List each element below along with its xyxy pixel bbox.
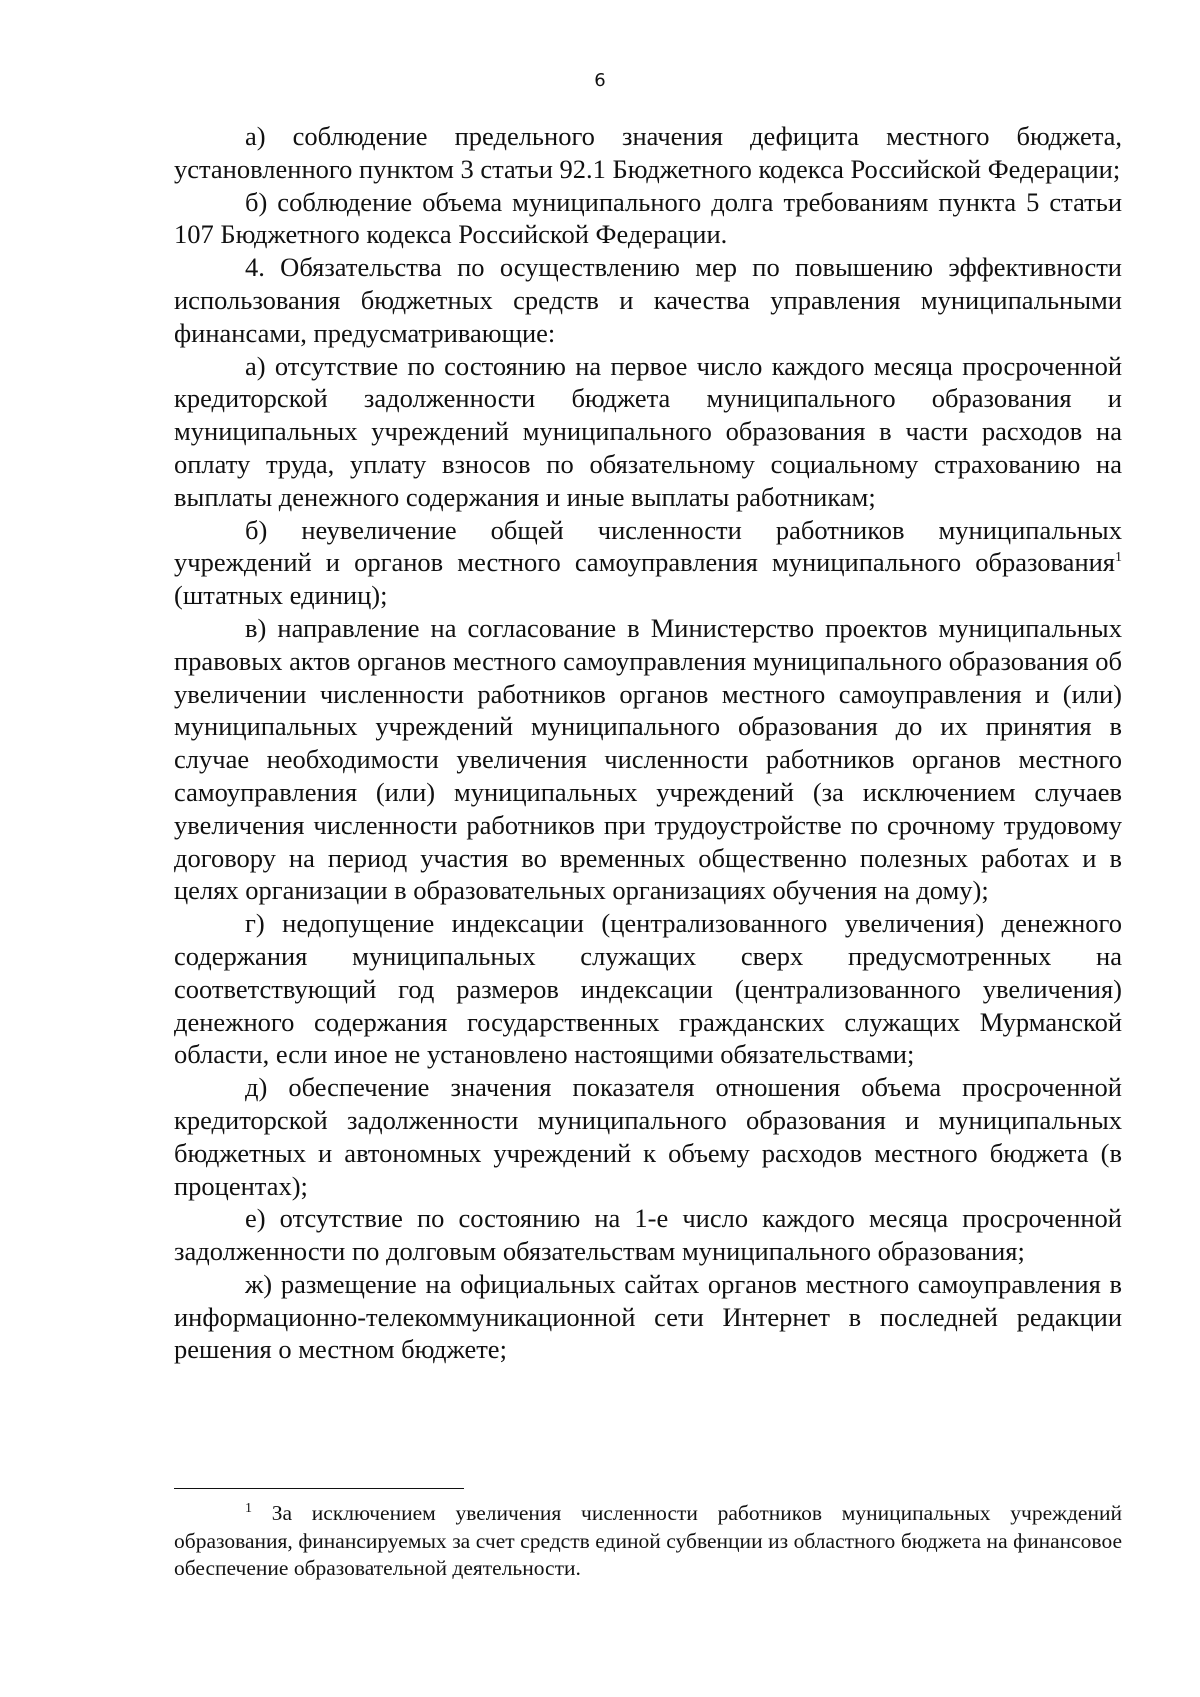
paragraph-4b-tail: (штатных единиц); (174, 580, 388, 611)
footnote-mark: 1 (245, 1500, 252, 1516)
footnote-text: За исключением увеличения численности работников муниципальных учреждений образования, финансируемых за счет средств единой субвенции из областного бюджета на финансовое обеспечение образовательной деятельности. (174, 1501, 1122, 1580)
paragraph-4v: в) направление на согласование в Министерство проектов муниципальных правовых актов органов местного самоуправления муниципального образования об увеличении численности работников органов местного самоуправления и (или) муниципальных учреждений муниципального образования до их принятия в случае необходимости увеличения численности работников органов местного самоуправления (или) муниципальных учреждений (за исключением случаев увеличения численности работников при трудоустройстве по срочному трудовому договору на период участия во временных общественно полезных работах и в целях организации в образовательных организациях обучения на дому); (174, 612, 1122, 906)
paragraph-3a: а) соблюдение предельного значения дефицита местного бюджета, установленного пунктом 3 статьи 92.1 Бюджетного кодекса Российской Федерации; (174, 121, 1122, 184)
paragraph-4b (174, 514, 1122, 612)
paragraph-4g: г) недопущение индексации (централизованного увеличения) денежного содержания муниципальных служащих сверх предусмотренных на соответствующий год размеров индексации (централизованного увеличения) денежного содержания государственных гражданских служащих Мурманской области, если иное не установлено настоящими обязательствами; (174, 908, 1122, 1070)
paragraph-4e: е) отсутствие по состоянию на 1-е число каждого месяца просроченной задолженности по долговым обязательствам муниципального образования; (174, 1203, 1122, 1267)
footnote-separator (174, 1488, 464, 1489)
paragraph-4b-text: б) неувеличение общей численности работников муниципальных учреждений и органов местного самоуправления муниципального образования (174, 514, 1122, 578)
paragraph-3b: б) соблюдение объема муниципального долга требованиям пункта 5 статьи 107 Бюджетного кодекса Российской Федерации. (174, 186, 1122, 250)
footnote (174, 1500, 1122, 1583)
page-number: 6 (594, 70, 606, 91)
paragraph-4d: д) обеспечение значения показателя отношения объема просроченной кредиторской задолженности муниципального образования и муниципальных бюджетных и автономных учреждений к объему расходов местного бюджета (в процентах); (174, 1072, 1122, 1201)
paragraph-4zh: ж) размещение на официальных сайтах органов местного самоуправления в информационно-телекоммуникационной сети Интернет в последней редакции решения о местном бюджете; (174, 1268, 1122, 1365)
document-body (174, 120, 1122, 1366)
paragraph-4a: а) отсутствие по состоянию на первое число каждого месяца просроченной кредиторской задолженности бюджета муниципального образования и муниципальных учреждений муниципального образования в части расходов на оплату труда, уплату взносов по обязательному социальному страхованию на выплаты денежного содержания и иные выплаты работникам; (174, 350, 1122, 512)
footnote-reference: 1 (1115, 550, 1122, 566)
paragraph-4: 4. Обязательства по осуществлению мер по повышению эффективности использования бюджетных средств и качества управления муниципальными финансами, предусматривающие: (174, 252, 1122, 348)
